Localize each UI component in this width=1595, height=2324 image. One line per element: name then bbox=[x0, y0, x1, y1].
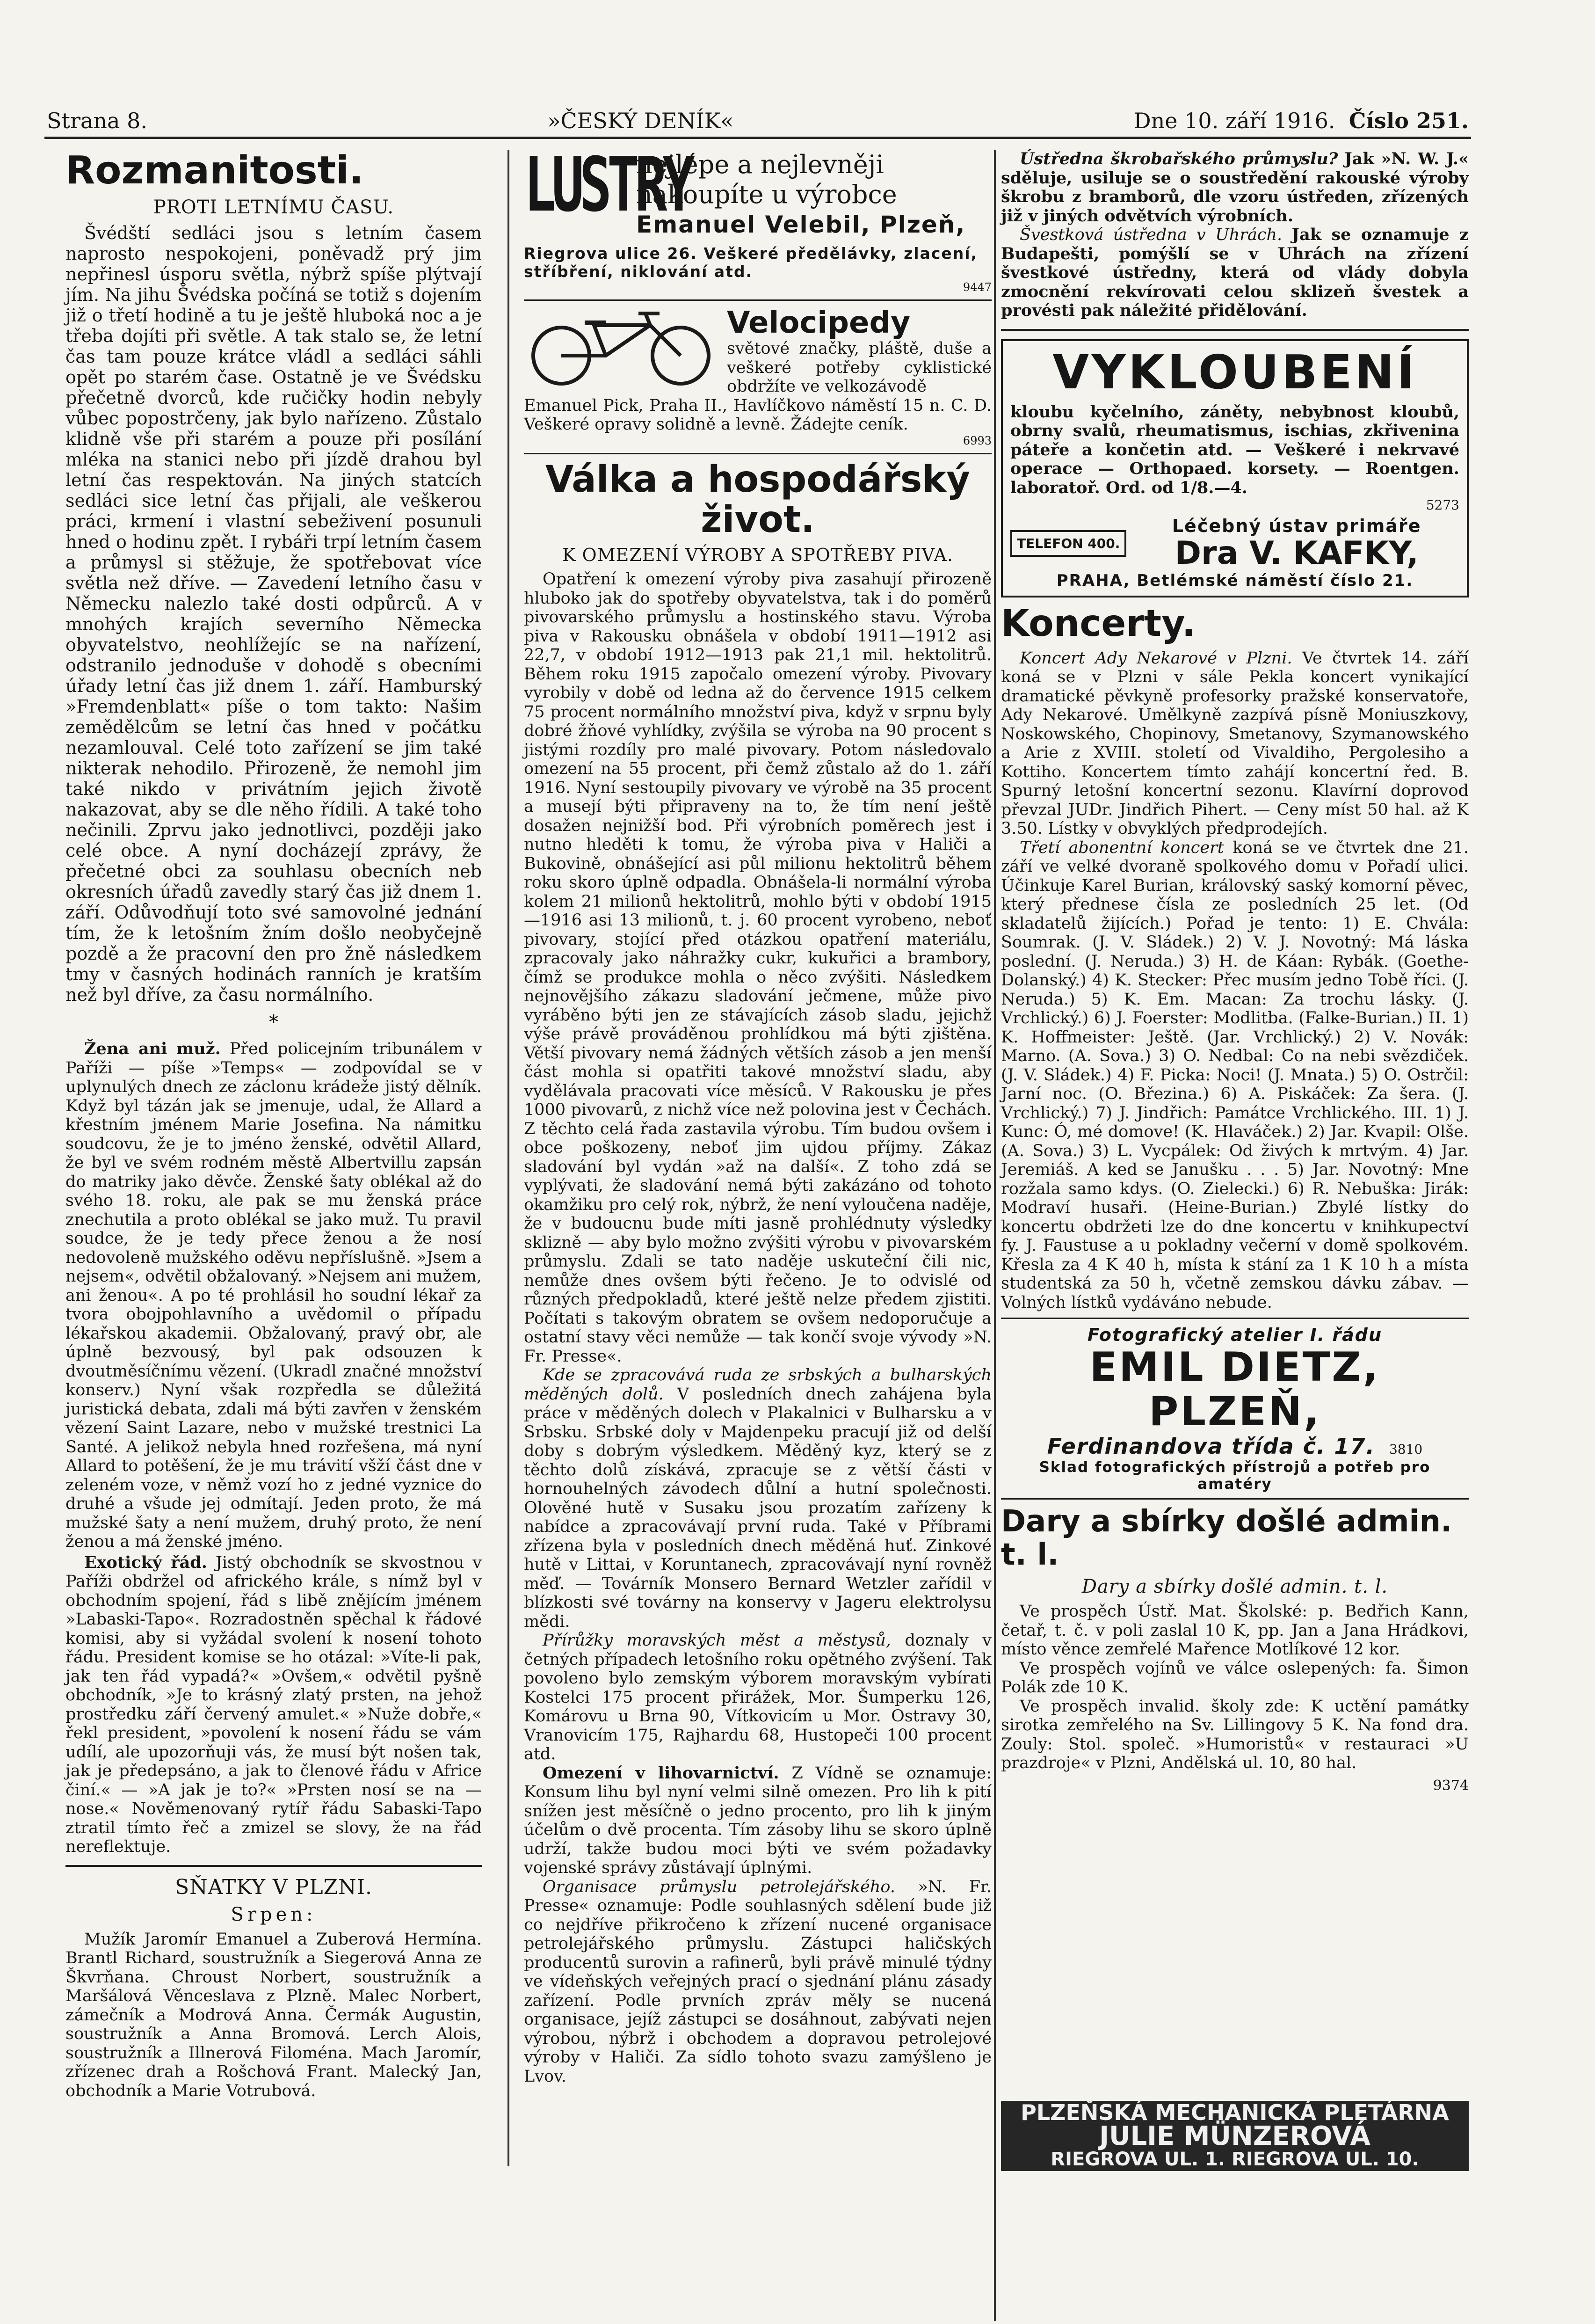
ad-lustry-line2: nakoupíte u výrobce bbox=[636, 180, 897, 209]
ad-foto-dietz bbox=[1001, 1325, 1469, 1493]
article-title-ruda: Kde se zpracovává ruda ze srbských a bulharských měděných dolů. bbox=[524, 1366, 992, 1404]
column-3 bbox=[1001, 150, 1469, 1794]
ad-lustry-line1: nejlépe a nejlevněji bbox=[636, 150, 884, 179]
article-body-lih: Z Vídně se oznamuje: Konsum lihu byl nyní velmi silně omezen. Pro lih k pití snížen jest měsíčně o jedno procento, pro lih k jiným účelům o dvě procenta. Tím zásoby lihu se skoro úplně udrží, takže budou moci býti ve svém požadavky vojenské správy zůstávají úplnými. bbox=[524, 1763, 992, 1878]
ad-velocipedy-title: Velocipedy bbox=[727, 306, 910, 340]
article-svestky bbox=[1001, 226, 1469, 321]
ad-foto-sklad: Sklad fotografických přístrojů a potřeb pro amatéry bbox=[1039, 1459, 1431, 1493]
divider bbox=[65, 1865, 482, 1867]
divider bbox=[1001, 1318, 1469, 1319]
article-lih bbox=[524, 1764, 992, 1878]
ad-velocipedy bbox=[524, 306, 992, 396]
article-org bbox=[524, 1878, 992, 2086]
article-ruda bbox=[524, 1366, 992, 1631]
article-title-letni-cas: PROTI LETNÍMU ČASU. bbox=[153, 197, 394, 219]
ad-lustry-address: Riegrova ulice 26. Veškeré předělávky, zlacení, stříbření, niklování atd. bbox=[524, 244, 978, 281]
article-body-dary1: Ve prospěch Ústř. Mat. Školské: p. Bedřich Kann, četař, t. č. v poli zaslal 10 K, pp. Jan a Jana Hrádkovi, místo věnce zemřelé Mařence Motlíkové 12 kor. bbox=[1001, 1602, 1469, 1659]
ad-kafka-address: PRAHA, Betlémské náměstí číslo 21. bbox=[1056, 571, 1414, 590]
article-body-ustredna: Jak »N. W. J.« sděluje, usiluje se o soustředění rakouské výroby škrobu z bramborů, dle vzoru ústředen, zřízených již v jiných odvětvích výrobních. bbox=[1001, 149, 1469, 226]
article-subtitle-srpen: Srpen: bbox=[231, 1903, 317, 1925]
ad-foto-number: 3810 bbox=[1389, 1442, 1423, 1457]
article-title-ustredna: Ústředna škrobařského průmyslu? bbox=[1020, 149, 1338, 168]
ad-kafka-name: Dra V. KAFKY, bbox=[1174, 535, 1419, 572]
ad-vykloubeni-number: 5273 bbox=[1426, 497, 1459, 513]
article-title-snatky: SŇATKY V PLZNI. bbox=[174, 1875, 373, 1899]
section-title-valka: Válka a hospodářský život. bbox=[545, 458, 970, 541]
article-ustredna bbox=[1001, 150, 1469, 226]
ad-telefon: TELEFON 400. bbox=[1010, 530, 1126, 557]
article-body-dary3: Ve prospěch invalid. školy zde: K uctění památky sirotka zemřelého na Sv. Lillingovy 5 K. Na fond dra. Zouly: Stol. společ. »Humoristů« v restauraci »U prazdroje« v Plzni, Andělská ul. 10, 80 hal. bbox=[1001, 1697, 1469, 1773]
article-title-omezeni: K OMEZENÍ VÝROBY A SPOTŘEBY PIVA. bbox=[562, 545, 953, 566]
issue-date bbox=[1134, 108, 1469, 133]
article-body-pripadky: doznaly v četných případech letošního roku opětného zvýšení. Tak povoleno bylo zemským výborem moravským vybírati Kostelci 175 procent přirážek, Mor. Šumperku 126, Komárovu u Brna 90, Vítkovicím u Mor. Ostravy 30, Vranovicím 175, Rajhardu 68, Hustopeči 100 procent atd. bbox=[524, 1631, 992, 1764]
section-title-rozmanitosti: Rozmanitosti. bbox=[65, 148, 364, 193]
article-title-zena: Žena ani muž. bbox=[84, 1039, 221, 1059]
separator-star: * bbox=[269, 1012, 278, 1034]
ad-velocipedy-firm: Emanuel Pick, Praha II., Havlíčkovo náměstí 15 n. C. D. Veškeré opravy solidně a levně. Žádejte ceník. bbox=[524, 396, 992, 434]
article-title-org: Organisace průmyslu petrolejářského. bbox=[543, 1877, 896, 1896]
article-body-org: »N. Fr. Presse« oznamuje: Podle souhlasných sdělení bude již co nejdříve přikročeno k zřízení nucené organisace petrolejářského průmyslu. Zástupci haličských producentů surovin a rafinerů, byli právě minulé týdny ve vídeňských veřejných prací o sjednání plánu zásady zařízení. Podle prvních zpráv měly se nucená organisace, jejíž zástupci se dosáhnout, zabývati nejen výrobou, nýbrž i obchodem a dopravou petrolejové výroby v Haliči. Za sídlo tohoto svazu zamýšleno je Lvov. bbox=[524, 1877, 992, 2086]
page-number: Strana 8. bbox=[47, 108, 147, 133]
ad-vykloubeni-title: VYKLOUBENÍ bbox=[1052, 344, 1417, 400]
newspaper-title: »ČESKÝ DENÍK« bbox=[547, 108, 734, 133]
stamp-line3: RIEGROVA UL. 1. RIEGROVA UL. 10. bbox=[1051, 2149, 1419, 2170]
ad-munzerova-stamp bbox=[1001, 2101, 1469, 2171]
column-2 bbox=[524, 141, 992, 2086]
divider bbox=[524, 453, 992, 454]
column-rule-1 bbox=[507, 150, 509, 2166]
article-body-dary2: Ve prospěch vojínů ve válce oslepených: fa. Šimon Polák zde 10 K. bbox=[1001, 1659, 1469, 1697]
ad-lustry-word: LUSTRY bbox=[524, 141, 690, 228]
ad-foto-title: Fotografický atelier I. řádu bbox=[1087, 1325, 1383, 1346]
article-title-exot: Exotický řád. bbox=[84, 1552, 207, 1572]
article-title-koncert1: Koncert Ady Nekarové v Plzni. bbox=[1020, 648, 1292, 668]
ad-lustry-number: 9447 bbox=[963, 281, 992, 294]
ad-velocipedy-number: 6993 bbox=[963, 434, 992, 447]
article-body-letni-cas: Švédští sedláci jsou s letním časem naprosto nespokojeni, poněvadž prý jim nepřinesl úsporu světla, nýbrž spíše plýtvají jím. Na jihu Švédska počíná se totiž s dojením již o třetí hodině a tu je ještě hluboká noc a je třeba dojíti při světle. A tak stalo se, že letní čas tam pouze krátce vládl a sedláci sáhli opět po starém čase. Ostatně je ve Švédsku přečetně dvorců, kde ručičky hodin nebyly vůbec popostrčeny, jak bylo nařízeno. Zůstalo klidně vše při starém a pouze při posílání mléka na stanici nebo při jízdě drahou byl letní čas respektován. Na jiných statcích sedláci sice letní čas přijali, ale veškerou práci, krmení i vlastní sebeživení posunuli hned o hodinu zpět. I rybáři trpí letním časem a průmysl si stěžuje, že spotřebovat více světla než dříve. — Zavedení letního času v Německu nalezlo také dosti odpůrců. A v mnohých krajích severního Německa obyvatelstvo, neohlížejíc se na nařízení, odstranilo jednoduše v dohodě s obecními úřady letní čas již dnem 1. září. Hamburský »Fremdenblatt« píše o tom takto: Našim zemědělcům se letní čas hned v počátku nezamlouval. Celé toto zařízení se jim také nikterak nehodilo. Přirozeně, že nemohl jim také nikdo v privátním jejich životě nakazovat, aby se dle něho řídili. A také toho nečinili. Zprvu jako jednotlivci, později jako celé obce. A nyní docházejí zprávy, že přečetné obci za souhlasu obecních neb okresních úřadů zavedly starý čas již dnem 1. září. Odůvodňují toto své samovolné jednání tím, že k letošním žním došlo neobyčejně pozdě a že pracovní den pro žně následkem tmy v časných hodinách ranních je kratším než byl dříve, za času normálního. bbox=[65, 223, 482, 1005]
article-body-snatky: Mužík Jaromír Emanuel a Zuberová Hermína. Brantl Richard, soustružník a Siegerová Anna ze Škvrňana. Chroust Norbert, soustružník a Maršálová Věnceslava z Plzně. Malec Norbert, zámečník a Modrová Anna. Čermák Augustin, soustružník a Anna Bromová. Lerch Alois, soustružník a Illnerová Filoména. Mach Jaromír, zřízenec drah a Rošchová Frant. Malecký Jan, obchodník a Marie Votrubová. bbox=[65, 1930, 482, 2100]
bicycle-icon bbox=[524, 306, 720, 386]
masthead bbox=[47, 105, 1469, 133]
ad-velocipedy-body: světové značky, pláště, duše a veškeré potřeby cyklistické obdržíte ve velkozávodě bbox=[727, 339, 992, 396]
article-title-svestky: Švestková ústředna v Uhrách. bbox=[1020, 226, 1283, 244]
article-body-omezeni: Opatření k omezení výroby piva zasahují přirozeně hluboko jak do spotřeby obyvatelstva, tak i do poměrů pivovarského průmyslu a hostinského stavu. Výroba piva v Rakousku obnášela v období 1911—1912 asi 22,7, v období 1912—1913 pak 21,1 mil. hektolitrů. Během roku 1915 započalo omezení výroby. Pivovary vyrobily v době od ledna až do července 1915 celkem 75 procent normálního množství piva, když v srpnu byly dobré žňové vyhlídky, zvýšila se výroba na 90 procent s jistými rozdíly pro malé pivovary. Potom následovalo omezení na 55 procent, při čemž zůstalo až do 1. září 1916. Nyní sestoupily pivovary ve výrobě na 35 procent a musejí býti připraveny na to, že tím není ještě dosažen nejnižší bod. Při výrobních poměrech jest i nutno hleděti k tomu, že výroba piva v Haliči a Bukovině, obnášející asi půl milionu hektolitrů během roku skoro úplně odpadla. Obnášela-li normální výroba kolem 21 milionů hektolitrů, mohlo býti v období 1915—1916 asi 13 milionů, t. j. 60 procent vyrobeno, neboť pivovary, stojící před otázkou opatření materiálu, zpracovaly jako náhražky cukr, kukuřici a brambory, čímž se produkce mohla o něco zvýšiti. Následkem nejnovějšího zákazu sladování ječmene, může pivo vyráběno býti jen ze stávajících zásob sladu, jejichž výše právě prováděnou prohlídkou má býti zjištěna. Větší pivovary nemá žádných větších zásob a jen menší část mohla si opatřiti takové množství sladu, aby vydělávala pracovati více měsíců. V Rakousku je přes 1000 pivovarů, z nichž více než polovina jest v Čechách. Z těchto celá řada zastavila výrobu. Tím budou ovšem i obce poškozeny, neboť jim ujdou příjmy. Zákaz sladování byl vydán »až na další«. Z toho zdá se vyplývati, že sladování nemá býti zakázáno od tohoto okamžiku pro celý rok, nýbrž, že není vyloučena naděje, že v budoucnu bude míti jasně prohlédnuty výsledky sklizně — aby bylo možno zvýšiti výrobu v pivovarském průmyslu. Zdali se tato naděje uskuteční čili nic, nemůže dnes ovšem býti řečeno. Je to odvislé od různých předpokladů, které ještě nelze předem zjistiti. Počítati s takovým obratem se ovšem nedoporučuje a ostatní stavy věci nemůže — tak končí svoje vývody »N. Fr. Presse«. bbox=[524, 570, 992, 1366]
article-body-koncert1: Ve čtvrtek 14. září koná se v Plzni v sále Pekla koncert vynikající dramatické pěvkyně profesorky pražské konservatoře, Ady Nekarové. Umělkyně zazpívá písně Moniuszkovy, Noskowského, Chopinovy, Smetanovy, Szymanowského a Arie z XVIII. století od Vivaldiho, Pergolesiho a Kottiho. Koncertem tímto zahájí koncertní řed. B. Spurný letošní koncertní sezonu. Klavírní doprovod převzal JUDr. Jindřich Pihert. — Ceny míst 50 hal. až K 3.50. Lístky v obvyklých předprodejích. bbox=[1001, 648, 1469, 838]
column-1 bbox=[65, 150, 482, 2100]
article-pripadky bbox=[524, 1631, 992, 1764]
article-body-koncert2: koná se ve čtvrtek dne 21. září ve velké dvoraně spolkového domu v Pořadí ulici. Účinkuje Karel Burian, královský saský komorní pěvec, který přednese čísla ze posledních 25 let. (Od skladatelů žijících.) Pořad je tento: 1) E. Chvála: Soumrak. (J. V. Sládek.) 2) V. J. Novotný: Má láska poslední. (J. Neruda.) 3) H. de Káan: Rybák. (Goethe-Dolanský.) 4) K. Stecker: Přec musím jedno Tobě říci. (J. Neruda.) 5) K. Em. Macan: Za trochu lásky. (J. Vrchlický.) 6) J. Foerster: Modlitba. (Falke-Burian.) II. 1) K. Hoffmeister: Ještě. (Jar. Vrchlický.) 2) V. Novák: Marno. (A. Sova.) 3) O. Nedbal: Co na nebi svězdiček. (J. V. Sládek.) 4) F. Picka: Noci! (J. Mnata.) 5) O. Ostrčil: Jarní noc. (O. Březina.) 6) A. Piskáček: Za šera. (J. Vrchlický.) 7) J. Jindřich: Památce Vrchlického. III. 1) J. Kunc: Ó, mé domove! (K. Hlaváček.) 2) Jar. Kvapil: Olše. (A. Sova.) 3) L. Vycpálek: Od živých k mrtvým. 4) Jar. Jeremiáš. A ked se Janušku . . . 5) Jar. Novotný: Mne rozžala samo kdys. (O. Zielecki.) 6) R. Nebuška: Jirák: Modraví husaři. (Heine-Burian.) Zbylé lístky do koncertu obdržeti lze do dne koncertu v knihkupectví fy. J. Faustuse a u pokladny večerní v domě spolkovém. Křesla za 4 K 40 h, místa k stání za 1 K 10 h a místa studentská za 50 h, včetně zemskou dávku zábav. — Volných lístků vydáváno nebude. bbox=[1001, 838, 1469, 1312]
ad-vykloubeni-body: kloubu kyčelního, záněty, nebybnost kloubů, obrny svalů, rheumatismus, ischias, zkřivenina páteře a končetin atd. — Veškeré i nekrvavé operace — Orthopaed. korsety. — Roentgen. laboratoř. Ord. od 1/8.—4. bbox=[1010, 402, 1459, 497]
dary-number: 9374 bbox=[1433, 1777, 1469, 1794]
article-exoticky-rad bbox=[65, 1553, 482, 1857]
article-body-exot: Jistý obchodník se skvostnou v Paříži obdržel od afrického krále, s nímž byl v obchodním spojení, řád s libě znějícím jménem »Labaski-Tapo«. Rozradostněn spěchal k řádové komisi, aby si vyžádal svolení k nosení tohoto řádu. President komise se ho otázal: »Víte-li pak, jak ten řád vypadá?« »Ovšem,« odvětil pyšně obchodník, »Je to krásný zlatý prsten, na jehož prostředku září červený amulet.« »Nuže dobře,« řekl president, »povolení k nosení řádu se vám udílí, ale upozorňuji vás, že musí být nošen tak, jak je předepsáno, a jak to členové řádu v Africe činí.« — »A jak je to?« »Prsten nosí se na — nose.« Nověmenovaný rytíř řádu Sabaski-Tapo ztratil tímto řeč a zmizel se slovy, že na řád nereflektuje. bbox=[65, 1553, 482, 1857]
article-body-zena: Před policejním tribunálem v Paříži — píše »Temps« — zodpovídal se v uplynulých dnech ze záclonu krádeže jistý dělník. Když byl tázán jak se jmenuje, udal, že Allard a křestním jménem Marie Josefina. Na námitku soudcovu, že je to jméno ženské, odvětil Allard, že byl ve svém rodném městě Albertvillu zapsán do matriky jako děvče. Ženské šaty oblékal až do svého 18. roku, ale pak se mu ženská práce znechutila a proto oblékal se jako muž. Tu pravil soudce, že je tedy přece ženou a že nosí nedovoleně mužského oděvu nepříslušně. »Jsem a nejsem«, odvětil obžalovaný. »Nejsem ani mužem, ani ženou«. A po té prohlásil ho soudní lékař za tvora obojpohlavního a uvědomil o případu lékařskou akademii. Obžalovaný, pravý obr, ale úplně bezvousý, byl pak odsouzen k dvoutměsíčnímu vězení. (Ukradl značné množství konserv.) Nyní však rozpředla se důležitá juristická debata, zdali má býti zavřen v ženském vězení Saint Lazare, nebo v mužské trestnici La Santé. A jelikož nebyla hned rozřešena, má nyní Allard to potěšení, že je mu trávití všží část dne v zeleném voze, v němž vozí ho z jedné vyznice do druhé a všude jej odmítají. Jeden proto, že má mužské šaty a není mužem, druhý proto, že není ženou a má ženské jméno. bbox=[65, 1040, 482, 1552]
ad-lustry bbox=[524, 141, 992, 294]
article-title-koncert2: Třetí abonentní koncert bbox=[1020, 838, 1224, 857]
ad-foto-address: Ferdinandova třída č. 17. bbox=[1047, 1434, 1375, 1459]
article-body-ruda: V posledních dnech zahájena byla práce v měděných dolech v Plakalnici v Bulharsku a v Srbsku. Srbské doly v Majdenpeku pracují již od delší doby s dobrým výsledkem. Měděný kyz, který se z těchto dolů získává, zpracuje se z větší části v hornouhelných závodech důlní a hutní společnosti. Olověné hutě v Susaku jsou prozatím zařízeny k nabídce a zpracovávají první ruda. Také v Příbrami zřízena byla v posledních dnech měděná huť. Zinkové hutě v Littai, v Koruntanech, zpracovávají nyní rovněž měď. — Továrník Monsero Bernard Wetzler zařídil v blízkosti své továrny na konservy v Jageru elektrolysu mědi. bbox=[524, 1384, 992, 1631]
article-title-pripadky: Přírůžky moravských měst a městysů, bbox=[543, 1631, 891, 1650]
article-title-lih: Omezení v lihovarnictví. bbox=[543, 1763, 779, 1783]
ad-vykloubeni bbox=[1001, 339, 1469, 597]
article-koncert2 bbox=[1001, 838, 1469, 1312]
date: Dne 10. září 1916. bbox=[1133, 108, 1335, 133]
masthead-rule bbox=[44, 137, 1471, 139]
section-title-dary: Dary a sbírky došlé admin. t. l. bbox=[1001, 1504, 1452, 1572]
divider bbox=[524, 299, 992, 301]
column-rule-2 bbox=[994, 150, 996, 2321]
article-body-svestky: Jak se oznamuje z Budapešti, pomýšlí se v Uhrách na zřízení švestkové ústředny, která od vlády dobyla zmocnění rekvírovati celou sklizeň švestek a provésti pak náležité přidělování. bbox=[1001, 225, 1469, 320]
divider bbox=[1001, 1498, 1469, 1500]
issue-number: Číslo 251. bbox=[1348, 108, 1469, 133]
article-subtitle-dary: Dary a sbírky došlé admin. t. l. bbox=[1081, 1576, 1388, 1598]
divider bbox=[1001, 329, 1469, 331]
ad-foto-firm: EMIL DIETZ, PLZEŇ, bbox=[1089, 1344, 1380, 1435]
section-title-koncerty: Koncerty. bbox=[1001, 602, 1196, 645]
stamp-line1: PLZEŇSKÁ MECHANICKÁ PLETÁRNA bbox=[1021, 2100, 1449, 2125]
ad-lustry-firm: Emanuel Velebil, Plzeň, bbox=[636, 211, 966, 238]
article-koncert1 bbox=[1001, 649, 1469, 838]
article-zena-ani-muz bbox=[65, 1040, 482, 1552]
ad-lecebny-ustav: Léčebný ústav primáře bbox=[1172, 516, 1421, 536]
stamp-line2: JULIE MÜNZEROVÁ bbox=[1099, 2121, 1370, 2151]
